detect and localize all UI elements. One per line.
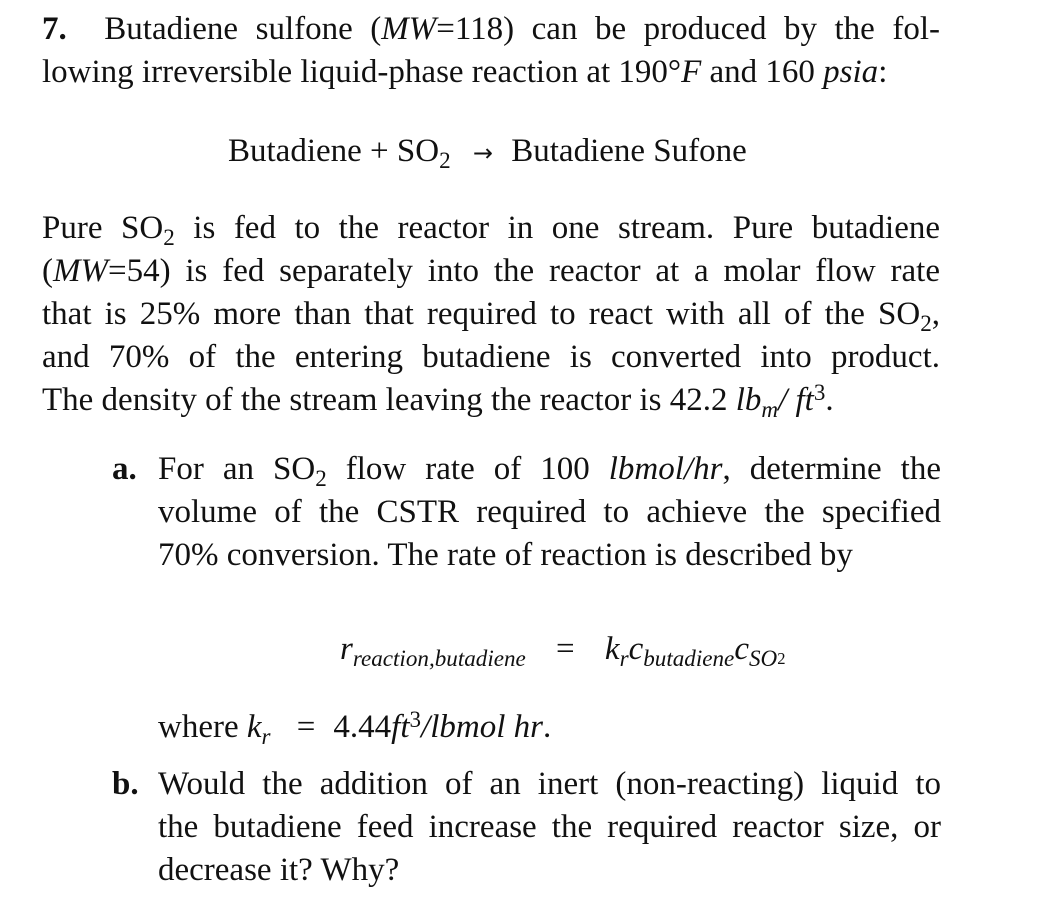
part-a-text: For an $SO_2$ flow rate of 100 lbmol/hr, determine the volume of the CSTR required to achieve the specified 70% conversion. The rate of reaction is described by	[158, 451, 941, 573]
paragraph-line-1: Pure $SO_2$ is fed to the reactor in one stream. Pure butadiene	[42, 210, 940, 250]
rate-constant-line: where $k_r$ = $4.44ft^3$/lbmol hr.	[158, 705, 552, 749]
intro-line-1: 7. Butadiene sulfone (MW=118) can be produced by the fol-	[42, 11, 940, 47]
paragraph-line-3: that is 25% more than that required to react with all of the $SO_2$,	[42, 296, 940, 336]
paragraph-line-2: (MW=54) is fed separately into the reactor at a molar flow rate	[42, 253, 940, 289]
paragraph-line-5: The density of the stream leaving the reactor is 42.2 $lb_m/$ $ft^3$.	[42, 378, 834, 422]
part-b-text: Would the addition of an inert (non-reacting) liquid to the butadiene feed increase the required reactor size, or decrease it? Why?	[158, 766, 941, 888]
part-a-label: a.	[112, 451, 137, 487]
paragraph-line-4: and 70% of the entering butadiene is converted into product.	[42, 339, 940, 375]
problem-number: 7.	[42, 11, 67, 47]
reaction-equation: Butadiene + $SO_2$ → Butadiene Sufone	[228, 133, 747, 173]
part-b-label: b.	[112, 766, 139, 802]
reaction-arrow: →	[472, 139, 493, 167]
rate-equation: $r_{reaction,butadiene} = k_rc_{butadiene}c_{SO}2$	[340, 631, 786, 671]
problem-intro	[42, 8, 940, 94]
intro-line-2: lowing irreversible liquid-phase reaction at 190°F and 160 psia:	[42, 54, 888, 90]
problem-paragraph	[42, 207, 940, 422]
